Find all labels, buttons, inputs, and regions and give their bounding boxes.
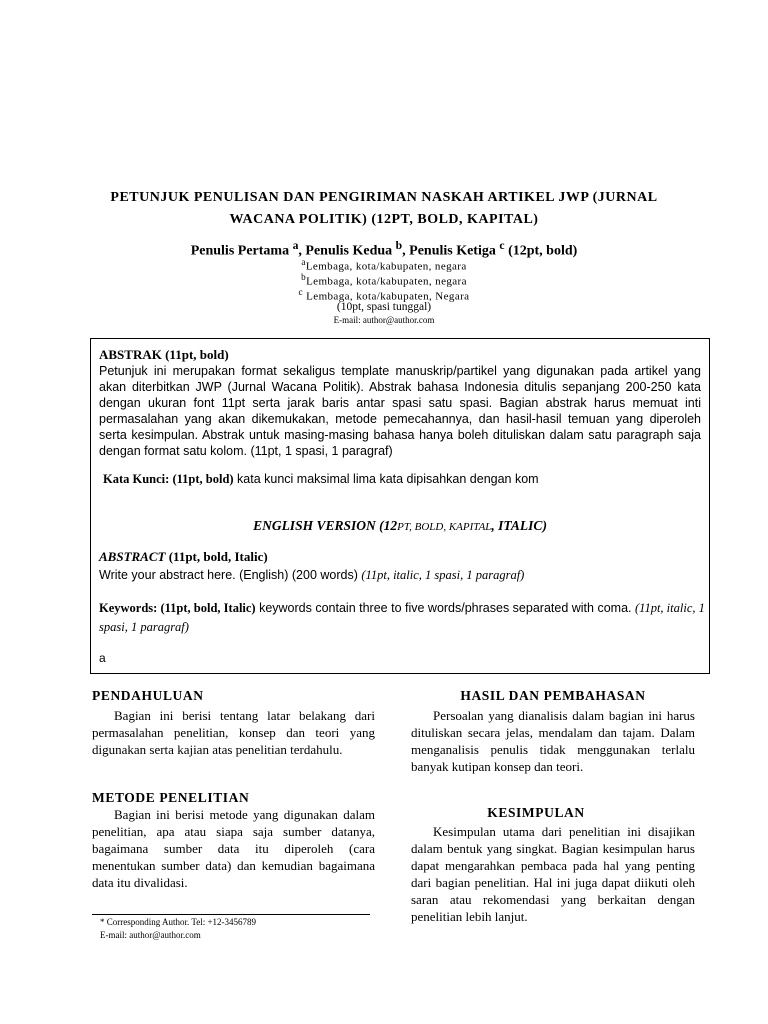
abstract-en-format: (11pt, italic, 1 spasi, 1 paragraf) — [361, 568, 525, 582]
footnote-line-1: * Corresponding Author. Tel: +12-3456789 — [100, 917, 257, 927]
affiliation-format: (10pt, spasi tunggal) — [336, 301, 432, 313]
english-version-heading — [91, 518, 709, 534]
affiliation-a-sup: a — [301, 257, 306, 267]
keywords-id — [103, 472, 539, 487]
author-1-sup: a — [292, 239, 299, 252]
article-title — [0, 187, 768, 231]
heading-pendahuluan: PENDAHULUAN — [92, 688, 204, 703]
author-list: Penulis Pertama $^a$, Penulis Kedua $^b$, Penulis Ketiga $^c$ (12pt, bold) — [190, 239, 578, 259]
title-line-1: PETUNJUK PENULISAN DAN PENGIRIMAN NASKAH ARTIKEL JWP (JURNAL — [110, 190, 658, 205]
affiliation-email: E-mail: author@author.com — [333, 315, 435, 325]
author-2-sup: b — [395, 239, 403, 252]
keywords-id-text: kata kunci maksimal lima kata dipisahkan dengan kom — [233, 472, 539, 486]
abstract-en-heading — [99, 549, 268, 565]
heading-hasil: HASIL DAN PEMBAHASAN — [460, 688, 646, 703]
english-heading-b: 12 — [383, 518, 398, 533]
author-3-sup: c — [499, 239, 505, 252]
affiliation-a-text: Lembaga, kota/kabupaten, negara — [305, 260, 467, 273]
affiliation-a — [0, 257, 768, 273]
heading-metode: METODE PENELITIAN — [92, 790, 250, 805]
keywords-en-format: (11pt, italic, 1 spasi, 1 paragraf) — [99, 601, 705, 634]
abstract-en-text: Write your abstract here. (English) (200 words) — [99, 568, 362, 582]
text-kesimpulan: Kesimpulan utama dari penelitian ini disajikan dalam bentuk yang singkat. Bagian kesimpulan harus dapat mengarahkan pembaca pada hal yang penting dari bagian penelitian. Hal ini juga dapat diikuti oleh saran atau rekomendasi yang berkaitan dengan penelitian lebih lanjut. — [411, 824, 695, 924]
abstract-box — [90, 338, 710, 674]
footnote-rule — [92, 914, 370, 915]
abstract-en-label: ABSTRACT — [99, 549, 166, 564]
abstract-heading: ABSTRAK (11pt, bold) — [99, 347, 229, 362]
affiliation-b-sup: b — [301, 272, 307, 282]
stray-text: a — [99, 651, 106, 665]
author-3: Penulis Ketiga — [409, 243, 496, 259]
affiliation-c-text: Lembaga, kota/kabupaten, Negara — [306, 290, 470, 303]
text-pendahuluan: Bagian ini berisi tentang latar belakang dari permasalahan penelitian, konsep dan teori yang digunakan serta kajian atas penelitian terdahulu. — [92, 708, 375, 757]
title-line-2: WACANA POLITIK) (12PT, BOLD, KAPITAL) — [229, 212, 539, 227]
english-heading-d: , ITALIC — [491, 518, 543, 533]
keywords-en — [99, 599, 705, 637]
author-format-note: (12pt, bold) — [504, 243, 578, 259]
english-heading-e: ) — [542, 518, 547, 533]
footnote-line-2: E-mail: author@author.com — [100, 930, 201, 940]
english-heading-c: PT, BOLD, KAPITAL — [397, 521, 492, 533]
heading-kesimpulan: KESIMPULAN — [487, 805, 585, 820]
author-1: Penulis Pertama — [190, 243, 290, 259]
affiliation-b-text: Lembaga, kota/kabupaten, negara — [306, 275, 467, 288]
affiliation-c-sup: c — [298, 287, 304, 297]
keywords-en-label: Keywords: (11pt, bold, Italic) — [99, 601, 256, 615]
keywords-en-text: keywords contain three to five words/phrases separated with coma. — [255, 601, 635, 615]
abstract-body: Petunjuk ini merupakan format sekaligus template manuskrip/partikel yang digunakan pada artikel yang akan diterbitkan JWP (Jurnal Wacana Politik). Abstrak bahasa Indonesia ditulis sepanjang 200-250 kata dengan ukuran font 11pt serta jarak baris antar spasi satu spasi. Bagian abstrak harus memuat inti permasalahan yang akan dikemukakan, metode pemecahannya, dan hasil-hasil temuan yang diperoleh serta kesimpulan. Abstrak untuk masing-masing bahasa hanya boleh dituliskan dalam satu paragraph saja dengan format satu kolom. (11pt, 1 spasi, 1 paragraf) — [99, 364, 701, 458]
abstract-en-note: (11pt, bold, Italic) — [165, 549, 268, 564]
english-heading-a: ENGLISH VERSION ( — [253, 518, 384, 533]
text-hasil: Persoalan yang dianalisis dalam bagian ini harus dituliskan secara jelas, mendalam dan tajam. Dalam menganalisis penulis tidak menggunakan terlalu banyak kutipan konsep dan teori. — [411, 708, 695, 774]
abstract-en-body — [99, 568, 524, 583]
author-2: Penulis Kedua — [305, 243, 393, 259]
keywords-id-label: Kata Kunci: (11pt, bold) — [103, 472, 234, 486]
text-metode: Bagian ini berisi metode yang digunakan dalam penelitian, apa atau siapa saja sumber datanya, bagaimana sumber data itu diperoleh (cara menentukan sumber data) dan kemudian bagaimana data itu divalidasi. — [92, 807, 375, 890]
affiliation-b — [0, 272, 768, 288]
